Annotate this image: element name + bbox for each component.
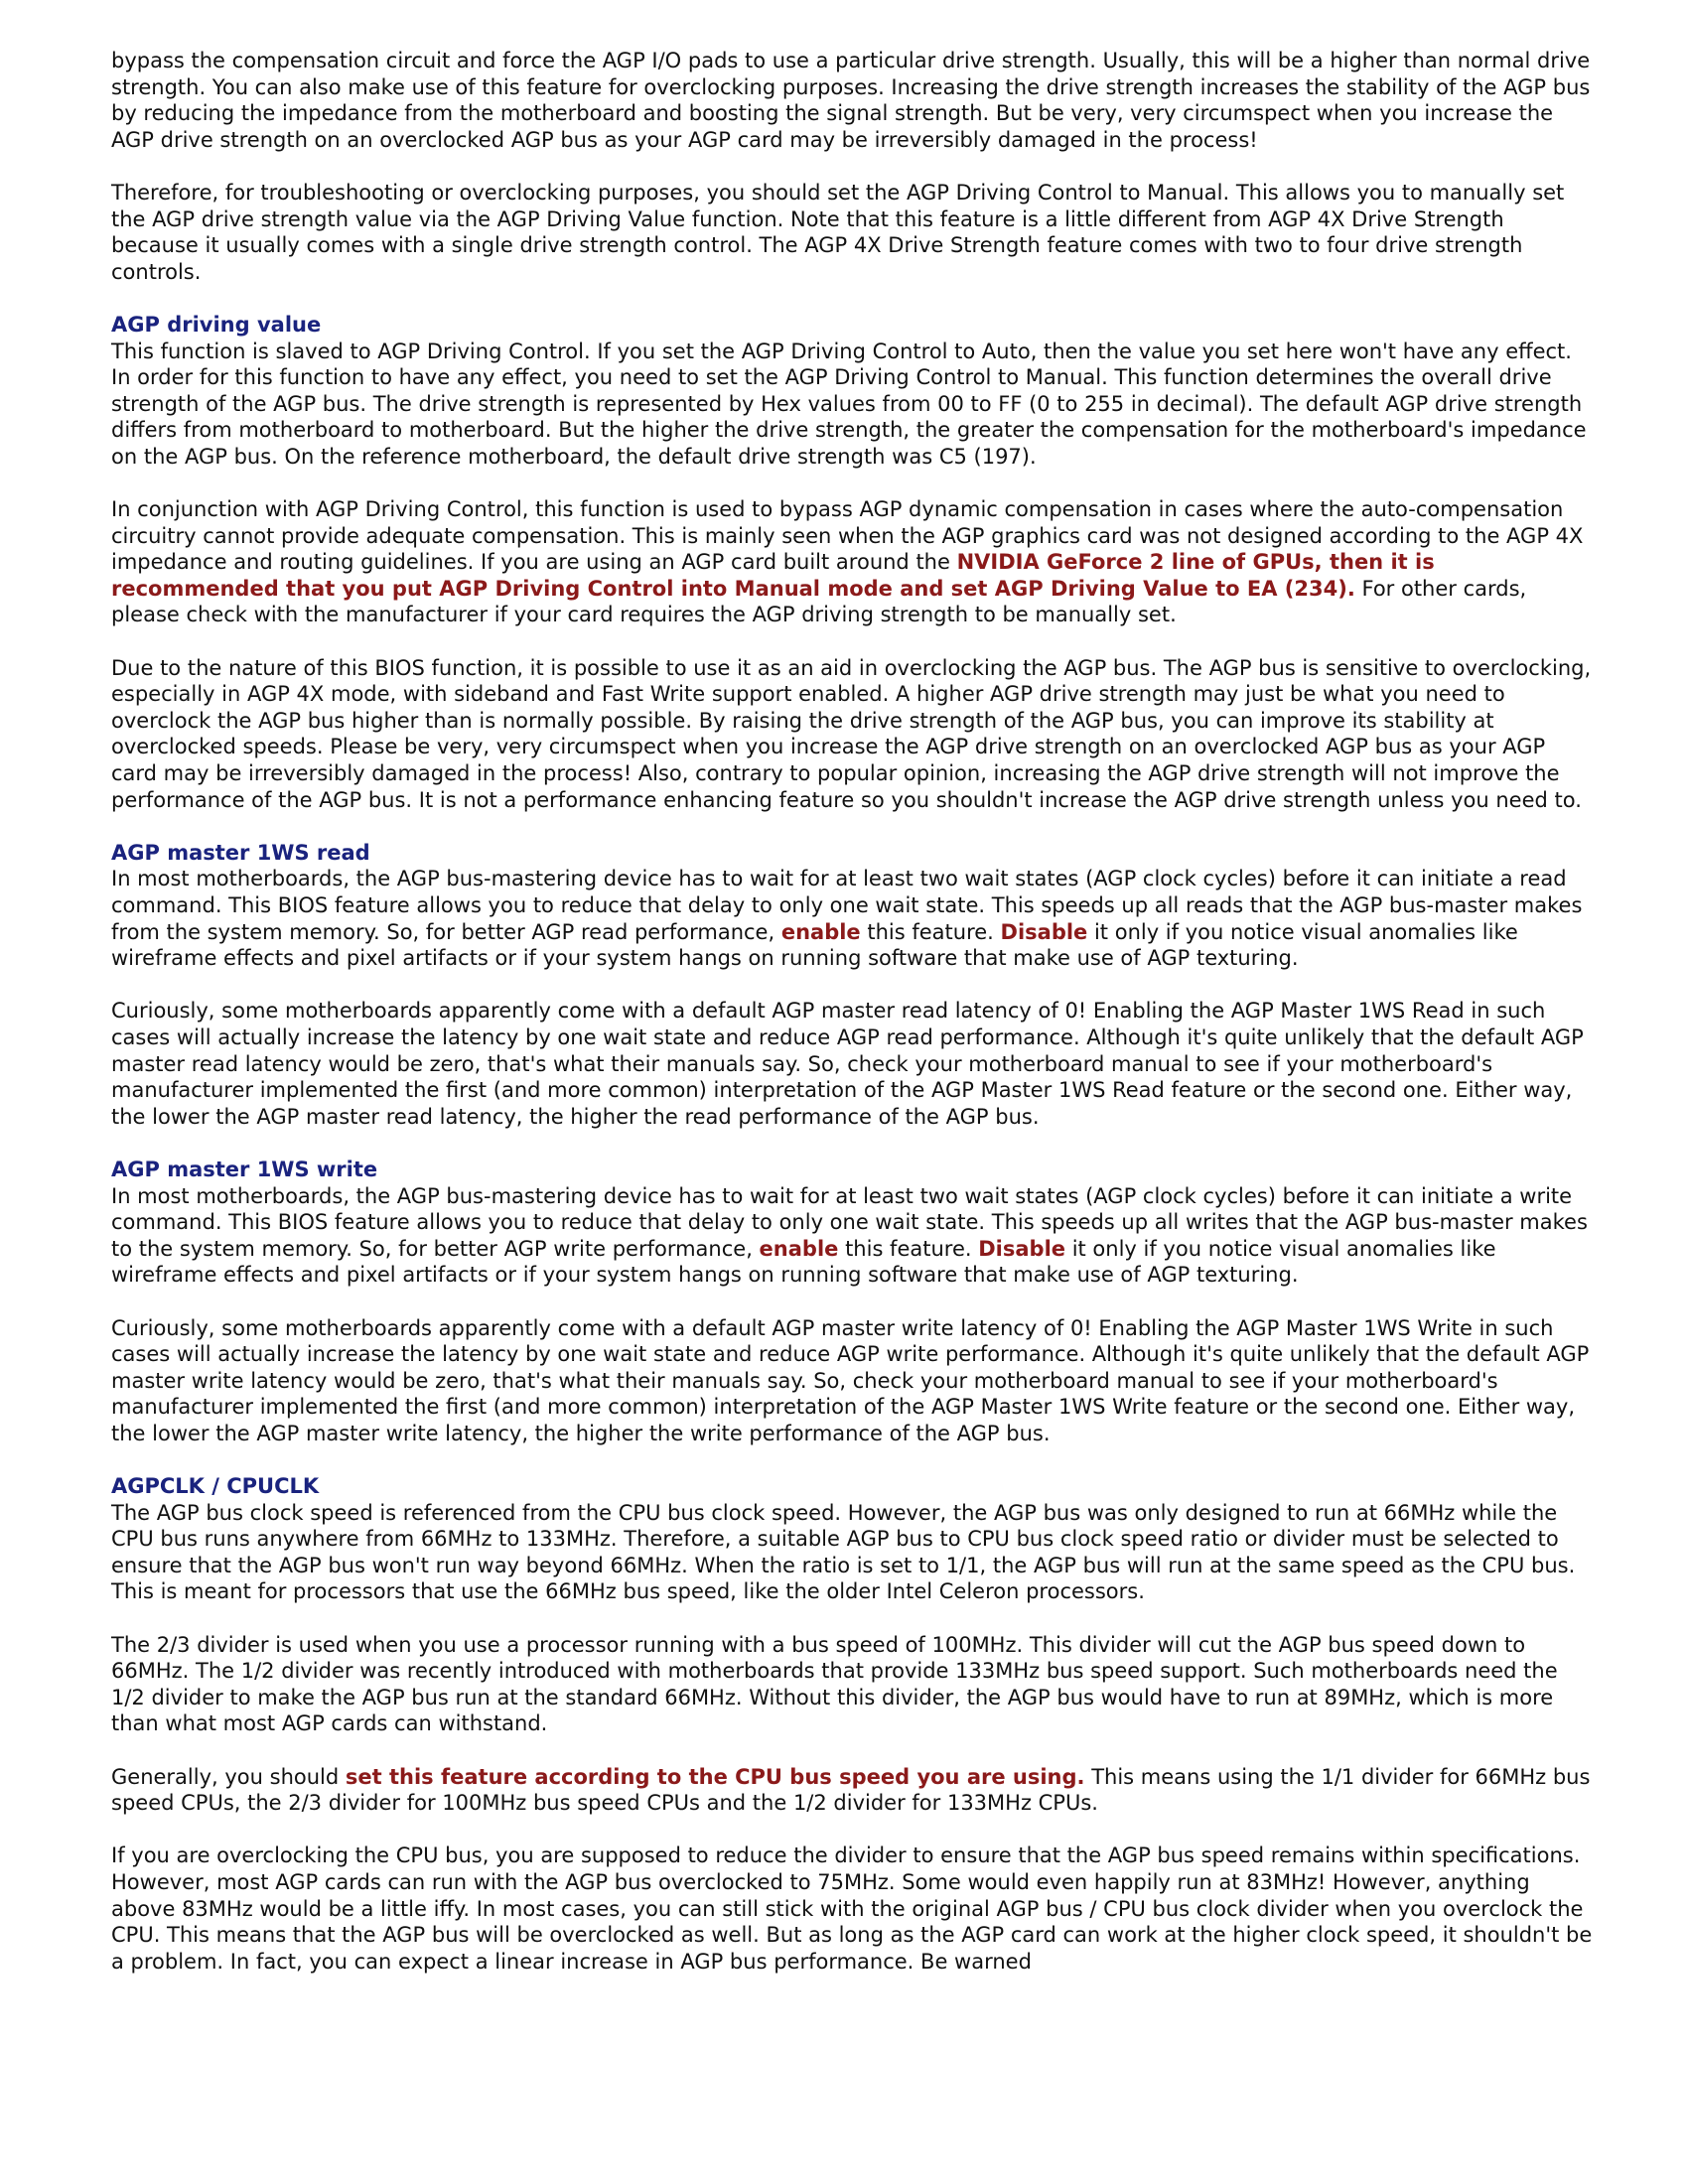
document-page (111, 48, 1597, 2001)
driving-value-paragraph-1: This function is slaved to AGP Driving Control. If you set the AGP Driving Control to Auto, then the value you set here won't have any effect. In order for this function to have any effect, you need to set the AGP Driving Control to Manual. This function determines the overall drive strength of the AGP bus. The drive strength is represented by Hex values from 00 to FF (0 to 255 in decimal). The default AGP drive strength differs from motherboard to motherboard. But the higher the drive strength, the greater the compensation for the motherboard's impedance on the AGP bus. On the reference motherboard, the default drive strength was C5 (197). (111, 339, 1587, 469)
disable-highlight: Disable (978, 1236, 1066, 1261)
agpclk-paragraph-3 (111, 1764, 1597, 1817)
section-heading-agp-master-1ws-read: AGP master 1WS read (111, 840, 370, 865)
text-run: it only if you notice visual anomalies like wireframe effects and pixel artifacts or if your system hangs on running software that make use of AGP texturing. (111, 919, 1518, 971)
text-run: In most motherboards, the AGP bus-mastering device has to wait for at least two wait states (AGP clock cycles) before it can initiate a write command. This BIOS feature allows you to reduce that delay to only one wait state. This speeds up all writes that the AGP bus-master makes to the system memory. So, for better AGP write performance, (111, 1183, 1588, 1261)
driving-value-paragraph-3: Due to the nature of this BIOS function, it is possible to use it as an aid in overclocking the AGP bus. The AGP bus is sensitive to overclocking, especially in AGP 4X mode, with sideband and Fast Write support enabled. A higher AGP drive strength may just be what you need to overclock the AGP bus higher than is normally possible. By raising the drive strength of the AGP bus, you can improve its stability at overclocked speeds. Please be very, very circumspect when you increase the AGP drive strength on an overclocked AGP bus as your AGP card may be irreversibly damaged in the process! Also, contrary to popular opinion, increasing the AGP drive strength will not improve the performance of the AGP bus. It is not a performance enhancing feature so you shouldn't increase the AGP drive strength unless you need to. (111, 655, 1592, 812)
text-run: For other cards, please check with the manufacturer if your card requires the AGP driving strength to be manually set. (111, 576, 1527, 627)
text-run: it only if you notice visual anomalies like wireframe effects and pixel artifacts or if your system hangs on running software that make use of AGP texturing. (111, 1236, 1496, 1288)
text-run: this feature. (860, 919, 1001, 944)
enable-highlight: enable (780, 919, 861, 944)
master-write-paragraph-2: Curiously, some motherboards apparently come with a default AGP master write latency of 0! Enabling the AGP Master 1WS Write in such cases will actually increase the latency by one wait state and reduce AGP write performance. Although it's quite unlikely that the default AGP master write latency would be zero, that's what their manuals say. So, check your motherboard manual to see if your motherboard's manufacturer implemented the first (and more common) interpretation of the AGP Master 1WS Write feature or the second one. Either way, the lower the AGP master write latency, the higher the write performance of the AGP bus. (111, 1315, 1590, 1445)
highlight-text: set this feature according to the CPU bus speed you are using. (345, 1764, 1085, 1789)
section-heading-agp-driving-value: AGP driving value (111, 312, 322, 337)
driving-value-paragraph-2 (111, 496, 1597, 628)
agpclk-paragraph-4: If you are overclocking the CPU bus, you are supposed to reduce the divider to ensure that the AGP bus speed remains within specifications. However, most AGP cards can run with the AGP bus overclocked to 75MHz. Some would even happily run at 83MHz! However, anything above 83MHz would be a little iffy. In most cases, you can still stick with the original AGP bus / CPU bus clock divider when you overclock the CPU. This means that the AGP bus will be overclocked as well. But as long as the AGP card can work at the higher clock speed, it shouldn't be a problem. In fact, you can expect a linear increase in AGP bus performance. Be warned (111, 1843, 1593, 1974)
text-run: In conjunction with AGP Driving Control, this function is used to bypass AGP dynamic compensation in cases where the auto-compensation circuitry cannot provide adequate compensation. This is mainly seen when the AGP graphics card was not designed according to the AGP 4X impedance and routing guidelines. If you are using an AGP card built around the (111, 497, 1584, 575)
agpclk-paragraph-2: The 2/3 divider is used when you use a processor running with a bus speed of 100MHz. This divider will cut the AGP bus speed down to 66MHz. The 1/2 divider was recently introduced with motherboards that provide 133MHz bus speed support. Such motherboards need the 1/2 divider to make the AGP bus run at the standard 66MHz. Without this divider, the AGP bus would have to run at 89MHz, which is more than what most AGP cards can withstand. (111, 1632, 1558, 1736)
text-run: this feature. (838, 1236, 979, 1261)
master-read-paragraph-2: Curiously, some motherboards apparently come with a default AGP master read latency of 0! Enabling the AGP Master 1WS Read in such cases will actually increase the latency by one wait state and reduce AGP read performance. Although it's quite unlikely that the default AGP master read latency would be zero, that's what their manuals say. So, check your motherboard manual to see if your motherboard's manufacturer implemented the first (and more common) interpretation of the AGP Master 1WS Read feature or the second one. Either way, the lower the AGP master read latency, the higher the read performance of the AGP bus. (111, 999, 1584, 1129)
highlight-text: NVIDIA GeForce 2 line of GPUs, then it is recommended that you put AGP Driving Control into Manual mode and set AGP Driving Value to EA (234). (111, 550, 1435, 601)
intro-paragraph-1: bypass the compensation circuit and force the AGP I/O pads to use a particular drive strength. Usually, this will be a higher than normal drive strength. You can also make use of this feature for overclocking purposes. Increasing the drive strength increases the stability of the AGP bus by reducing the impedance from the motherboard and boosting the signal strength. But be very, very circumspect when you increase the AGP drive strength on an overclocked AGP bus as your AGP card may be irreversibly damaged in the process! (111, 49, 1591, 152)
master-read-paragraph-1 (111, 866, 1597, 971)
intro-paragraph-2: Therefore, for troubleshooting or overclocking purposes, you should set the AGP Driving Control to Manual. This allows you to manually set the AGP drive strength value via the AGP Driving Value function. Note that this feature is a little different from AGP 4X Drive Strength because it usually comes with a single drive strength control. The AGP 4X Drive Strength feature comes with two to four drive strength controls. (111, 180, 1565, 284)
section-heading-agpclk-cpuclk: AGPCLK / CPUCLK (111, 1474, 320, 1499)
agpclk-paragraph-1: The AGP bus clock speed is referenced from the CPU bus clock speed. However, the AGP bus was only designed to run at 66MHz while the CPU bus runs anywhere from 66MHz to 133MHz. Therefore, a suitable AGP bus to CPU bus clock speed ratio or divider must be selected to ensure that the AGP bus won't run way beyond 66MHz. When the ratio is set to 1/1, the AGP bus will run at the same speed as the CPU bus. This is meant for processors that use the 66MHz bus speed, like the older Intel Celeron processors. (111, 1500, 1576, 1604)
section-heading-agp-master-1ws-write: AGP master 1WS write (111, 1157, 378, 1181)
text-run: In most motherboards, the AGP bus-mastering device has to wait for at least two wait states (AGP clock cycles) before it can initiate a read command. This BIOS feature allows you to reduce that delay to only one wait state. This speeds up all reads that the AGP bus-master makes from the system memory. So, for better AGP read performance, (111, 867, 1583, 944)
text-run: This means using the 1/1 divider for 66MHz bus speed CPUs, the 2/3 divider for 100MHz bus speed CPUs and the 1/2 divider for 133MHz CPUs. (111, 1764, 1591, 1816)
enable-highlight: enable (759, 1236, 839, 1261)
master-write-paragraph-1 (111, 1183, 1597, 1289)
disable-highlight: Disable (1000, 919, 1088, 944)
text-run: Generally, you should (111, 1764, 346, 1789)
